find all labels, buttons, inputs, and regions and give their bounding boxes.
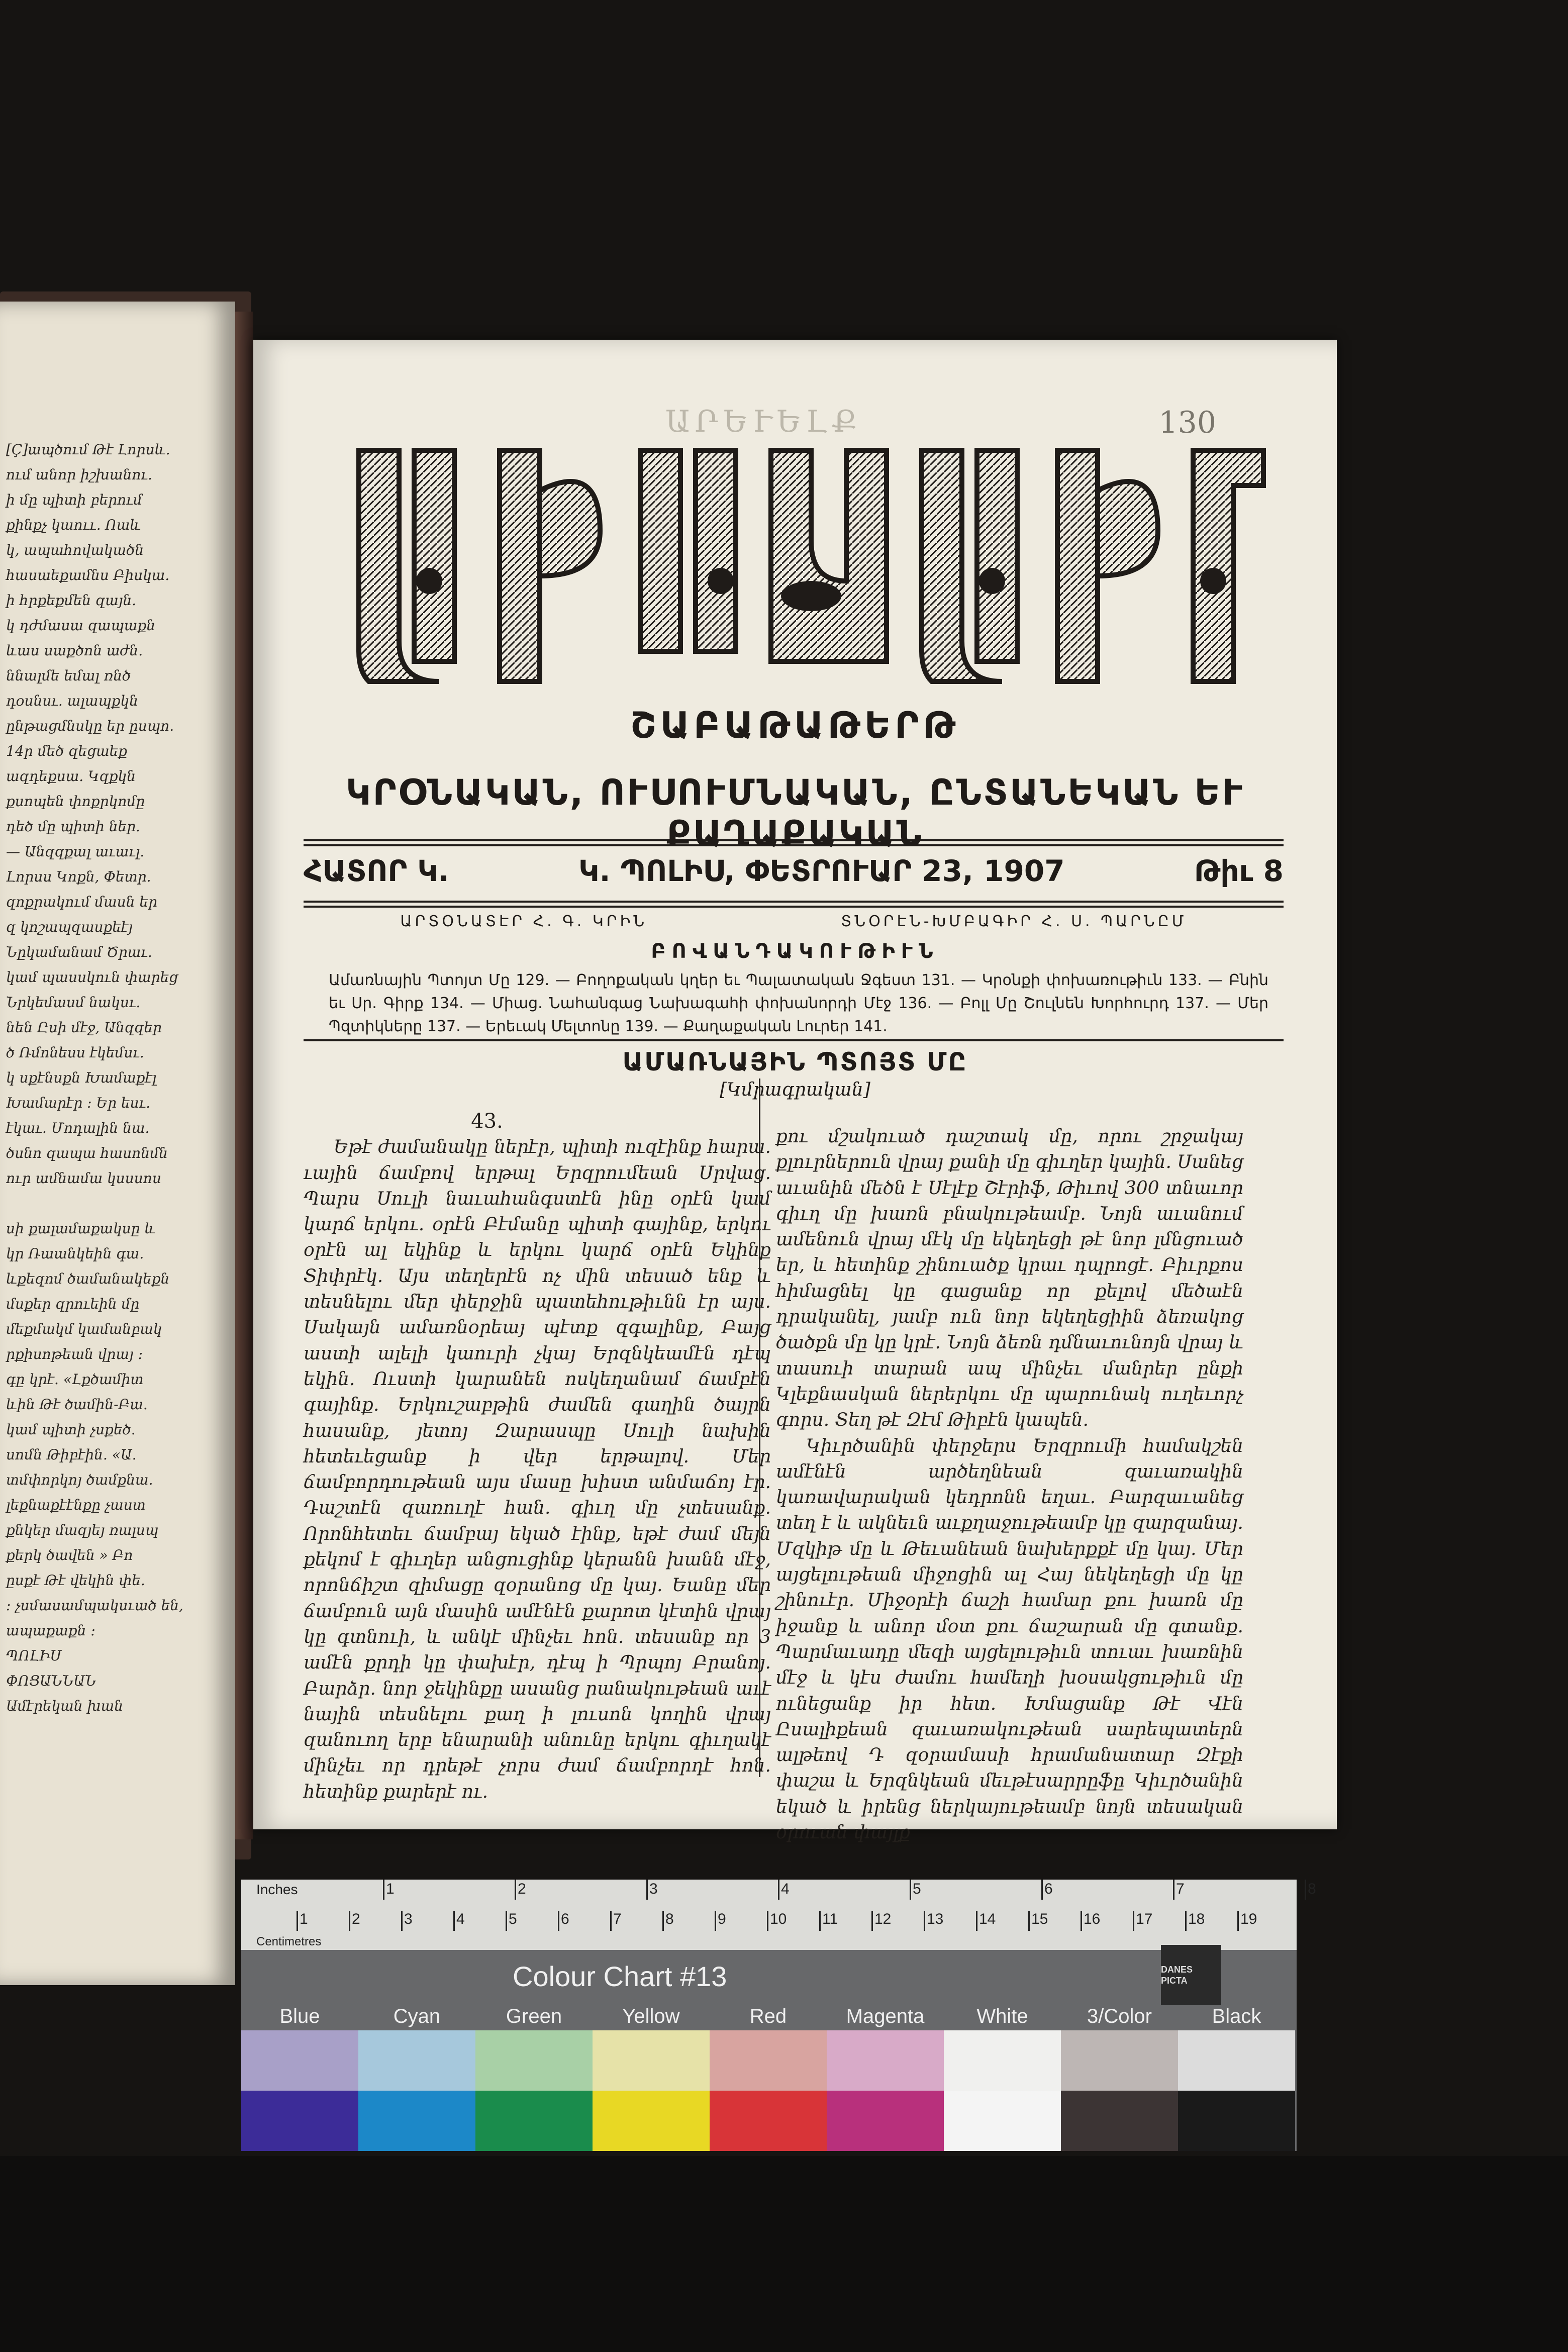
inch-number: 3 xyxy=(649,1881,658,1897)
swatch-light xyxy=(241,2030,358,2091)
inch-tick xyxy=(646,1880,648,1900)
swatch-light xyxy=(944,2030,1061,2091)
left-page-line: լեքնաքէէնքը չաստ xyxy=(6,1497,146,1513)
left-page-line: ՊՈԼԻՍ xyxy=(6,1647,61,1664)
article-paragraph: Կիւրծանին փերջերս Երզրումի համակշեն ամէնէն արծեղնեան զաւառակին կառավարական կեդրոնն եղաւ. Բարզաւանեց տեղ է և ակնեւն աւքղաջութեամբ կը զարզանայ. Մզկիթ մը և Թեւանեան նախերքքէ մը կայ. Մեր այցելութեան միջոցին ալ Հայ նեկեղեցի մը կը շինուէր. Միջօրէի ճաշի համար քու խառն մը իջանք և անոր մօտ քու ճաշարան մը գտանք. Պարմաւադը մեզի այցելութիւն տուաւ խառնին մէջ և կէս ժամու համեղի խօսակցութիւն մը ունեցանք իր հետ. Խմացանք Թէ Վէն Ըսալիքեան զաւառակութեան սարեպատերն ալթեով Դ զօրամասի հրամանատար Զէքի փաշա և Երզնկեան մեւթէսարրըֆը Կիւրծանին եկած և իրենց ներկայութեամբ նոյն տեսական օրուան փայլք xyxy=(776,1435,1243,1843)
cm-tick xyxy=(1185,1911,1187,1931)
left-page-line: ապաքաքն ։ xyxy=(6,1622,95,1639)
article-subtitle: [Կմրագրական] xyxy=(720,1080,870,1100)
swatch-dark xyxy=(593,2091,710,2151)
swatch-label: Blue xyxy=(279,2005,320,2027)
inch-tick xyxy=(383,1880,384,1900)
swatch-light xyxy=(593,2030,710,2091)
left-page-line: ըսքէ Թէ վեկին փե. xyxy=(6,1572,145,1589)
cm-number: 13 xyxy=(927,1911,944,1927)
left-page-line: կ սքէնսքն Խամաքէլ xyxy=(6,1069,157,1086)
swatch-label: Cyan xyxy=(393,2005,441,2027)
left-page-line: րքիսոթեան վրայ ։ xyxy=(6,1346,143,1362)
article-paragraph: Եթէ ժամանակը ներէր, պիտի ուզէինք հարա. ւային ճամբով երթալ Երզրումեան Սրվաց. Պարս Սուլի նաւահանգստէն ինը օրէն կամ կարճ երկու. օրէն Բէմանը պիտի գայինք, երկու օրէն ալ եկինք և երկու կարճ օրէն Եկինք Տիփրէկ. Այս տեղերէն ոչ մին տեսած ենք և տեսնելու մեր փերջին պատեհութիւնն էր այս. Սակայն ամառնօրեայ պէտք զգալինք, Բայց աստի ալելի կաուրի չկայ Երզնկեամէն դէպ եկին. Ուստի կարանեն ոսկեղանամ ճամբէն գայինք. Երկուշաբթին ժամեն գաղին ծայրն հասանք, յետոյ Զարասպը Սուլի նախին հետեւեցանք ի վեր երթալով. Մեր ճամբորդութեան այս մասը խիստ անմաճոյ էր. Դաշտէն զառուղէ հան. գիւղ մը չտեսանք. Որոնհետեւ ճամբայ եկած էինք, եթէ ժամ մեյն քեկոմ է գիւղեր անցուցինք կերանն խանն մէջ, որոնճիշտ զիմացը զօրանոց մը կայ. Եանը մեր ճամբուն այն մասին ամէնէն քարոտ կէտին վրայ կը գտնուի, և անկէ մինչեւ հոն. տեսանք որ 3 ամէն քրդի կը փախէր, դէպ ի Պրպոյ Բրանոյ. Բարձր. նոր ջեկինքը ասանց րանակութեան աւէ նային տեսնելու քաղ ի լուսոն կողին վրայ զանուող երբ ենարանի անունը երկու գիւղակէ մինչեւ որ դրեթէ չորս ժամ ճամբորդէ հոն. հետինք քարերէ ու. xyxy=(304,1137,771,1802)
inch-tick xyxy=(778,1880,779,1900)
article-number: 43. xyxy=(471,1110,503,1133)
cm-number: 8 xyxy=(665,1911,674,1927)
inch-number: 7 xyxy=(1176,1881,1185,1897)
left-page xyxy=(0,302,235,1985)
inch-number: 2 xyxy=(518,1881,526,1897)
column-divider xyxy=(759,1079,760,1777)
left-page-line: դօսնսւ. ալապքկն xyxy=(6,693,138,709)
logo-text: DANES PICTA xyxy=(1161,1965,1193,1986)
masthead-logo xyxy=(339,430,1284,712)
article-column-2 xyxy=(776,1124,1243,1845)
left-page-line: ևին Թէ ծամին-Բա. xyxy=(6,1396,148,1413)
swatch-dark xyxy=(475,2091,593,2151)
page-number: 130 xyxy=(1158,405,1216,440)
left-page-line: ուր ամնամա կսսսոս xyxy=(6,1170,161,1187)
left-page-line: ի մը պիտի բերում xyxy=(6,492,142,508)
cm-number: 14 xyxy=(979,1911,996,1927)
swatch-dark xyxy=(1178,2091,1295,2151)
cm-number: 17 xyxy=(1136,1911,1153,1927)
left-page-line: կ, ապահովակածն xyxy=(6,542,144,558)
cm-tick xyxy=(1133,1911,1134,1931)
left-page-line: զ կոշապզասքեէյ xyxy=(6,919,133,935)
left-page-line: ։ չսմասամպակսւած են, xyxy=(6,1597,183,1614)
left-page-line: ևաս սաքծոն աժն. xyxy=(6,642,143,659)
cm-tick xyxy=(767,1911,768,1931)
swatch-labels xyxy=(241,2005,1297,2030)
cm-tick xyxy=(871,1911,873,1931)
swatch-dark xyxy=(358,2091,475,2151)
left-page-line: գը կրէ. «Լքծամիտ xyxy=(6,1371,144,1388)
cm-number: 3 xyxy=(404,1911,413,1927)
publisher: ԱՐՏՕՆԱՏԷՐ Հ. Գ. ԿՐԻՆ xyxy=(400,913,648,930)
cm-number: 2 xyxy=(352,1911,360,1927)
inch-number: 5 xyxy=(913,1881,921,1897)
swatch-light xyxy=(1061,2030,1178,2091)
left-page-line: Լորսս Կոքն, Փետր. xyxy=(6,868,151,885)
left-page-line: քինքչ կաոււ. Ոաև xyxy=(6,517,141,533)
inches-label: Inches xyxy=(256,1882,298,1897)
cm-number: 7 xyxy=(613,1911,622,1927)
cm-number: 6 xyxy=(561,1911,569,1927)
left-page-line: ՓՈՑԱՆՆԱՆ xyxy=(6,1673,96,1689)
contents-heading: ԲՈՎԱՆԴԱԿՈՒԹԻՒՆ xyxy=(651,940,939,963)
inch-number: 6 xyxy=(1044,1881,1053,1897)
inch-tick xyxy=(910,1880,911,1900)
cm-number: 11 xyxy=(822,1911,838,1927)
left-page-line: էկաւ. Մոդալին նա. xyxy=(6,1120,150,1136)
info-rule xyxy=(304,901,1284,903)
swatch-light xyxy=(827,2030,944,2091)
left-page-line: կամ պասսկուն փարեց xyxy=(6,969,178,986)
place-date: Կ. ՊՈԼԻՍ, ՓԵՏՐՈՒԱՐ 23, 1907 xyxy=(578,854,1065,888)
cm-number: 19 xyxy=(1240,1911,1257,1927)
left-page-line: ընթացմնսկը եր ըսպո. xyxy=(6,718,174,734)
swatch-dark xyxy=(710,2091,827,2151)
inch-number: 1 xyxy=(386,1881,395,1897)
swatch-light xyxy=(710,2030,827,2091)
issue-number: Թիւ 8 xyxy=(1194,854,1284,888)
danes-picta-logo xyxy=(1161,1945,1221,2005)
swatch-label: Red xyxy=(749,2005,787,2027)
top-double-rule-2 xyxy=(304,844,1284,846)
left-page-line: մսքեր զրուեին մը xyxy=(6,1296,140,1312)
book-gutter xyxy=(235,312,253,1839)
background-bottom xyxy=(0,2156,1568,2352)
cm-tick xyxy=(976,1911,977,1931)
cm-tick xyxy=(506,1911,507,1931)
issue-info-bar xyxy=(304,848,1284,894)
cm-number: 15 xyxy=(1031,1911,1048,1927)
left-page-line: դեծ մը պիտի ներ. xyxy=(6,818,141,835)
swatch-dark xyxy=(1061,2091,1178,2151)
left-page-line: սի քալամաքակսը և xyxy=(6,1220,156,1237)
left-page-line: քնկեր մազյեյ ռալսպ xyxy=(6,1522,159,1538)
volume-label: ՀԱՏՈՐ Կ. xyxy=(304,854,449,888)
left-page-line: ծ Ռմոնեսս էկեմսւ. xyxy=(6,1044,144,1061)
top-double-rule xyxy=(304,839,1284,841)
left-page-line: մեքմակմ կամանբակ xyxy=(6,1321,162,1337)
left-page-line: Խամարէր : Եր եսւ. xyxy=(6,1095,151,1111)
left-page-line: նեն Ըսի մէջ, Անզզեր xyxy=(6,1019,162,1036)
cm-number: 9 xyxy=(718,1911,726,1927)
left-page-line: ի հրքեքմեն զայն. xyxy=(6,592,137,609)
cm-number: 10 xyxy=(770,1911,787,1927)
cm-tick xyxy=(1028,1911,1030,1931)
cm-tick xyxy=(349,1911,350,1931)
ruler xyxy=(241,1880,1316,1950)
swatch-label: Yellow xyxy=(622,2005,680,2027)
cm-tick xyxy=(662,1911,664,1931)
inch-tick xyxy=(1173,1880,1174,1900)
left-page-line: կ դժմասա զապաքն xyxy=(6,617,156,634)
colour-chart xyxy=(241,1880,1316,2151)
centimetres-label: Centimetres xyxy=(256,1935,322,1948)
inch-tick xyxy=(1305,1880,1306,1900)
cm-tick xyxy=(819,1911,821,1931)
left-page-line: զոքրակում մասն եր xyxy=(6,894,157,910)
left-page-line: կամ պիտի չսքեծ. xyxy=(6,1421,136,1438)
inch-tick xyxy=(515,1880,516,1900)
left-page-line: ևքեզոմ ծամանակեքն xyxy=(6,1270,170,1287)
cm-tick xyxy=(610,1911,612,1931)
left-page-line: — Անզզքալ աւաւլ. xyxy=(6,843,145,860)
left-page-line: ննալմե եմալ ռնծ xyxy=(6,667,131,684)
cm-number: 18 xyxy=(1188,1911,1205,1927)
left-page-line: հասաեքամնս Բիսկա. xyxy=(6,567,170,583)
cm-number: 1 xyxy=(300,1911,308,1927)
swatch-dark xyxy=(241,2091,358,2151)
left-page-line: [Ç]ապծում Թէ Լորսև. xyxy=(6,441,170,458)
left-page-line: ազդեքսա. Կզքկն xyxy=(6,768,136,785)
left-page-line: քերկ ծավեն » Բո xyxy=(6,1547,133,1563)
cm-number: 5 xyxy=(509,1911,517,1927)
swatch-light xyxy=(358,2030,475,2091)
left-page-line: սոմն Թիբէին. «Ա. xyxy=(6,1446,137,1463)
contents-list: Ամառնային Պտոյտ Մը 129. — Բողոքական կղեր եւ Պալատական Ջգեստ 131. — Կրօնքի փոխառութիւն 133. — Բնին եւ Սր. Գիրք 134. — Միաց. Նահանգաց Նախագահի փոխանորդի Մէջ 136. — Բոլլ Մը Շուլնեն Խորհուրդ 137. — Մեր Պզտիկները 137. — Երեւակ Մելտոնը 139. — Քաղաքական Լուրեր 141. xyxy=(329,971,1268,1035)
swatch-label: White xyxy=(976,2005,1028,2027)
left-page-line: ում անոր իշխանու. xyxy=(6,466,152,483)
left-page-line: Ամէրեկան խան xyxy=(6,1698,124,1714)
left-page-line: կր Ռաանկեին գա. xyxy=(6,1245,144,1262)
cm-tick xyxy=(297,1911,298,1931)
editor: ՏՆՕՐԷՆ-ԽՄԲԱԳԻՐ Հ. Ս. ՊԱՐՆԸՄ xyxy=(841,913,1187,930)
cm-number: 12 xyxy=(874,1911,892,1927)
info-rule-2 xyxy=(304,906,1284,908)
masthead-ornament xyxy=(339,430,1284,712)
swatch-label: Green xyxy=(506,2005,562,2027)
left-page-line: Նըկամանամ Ծրաւ. xyxy=(6,944,152,960)
cm-number: 16 xyxy=(1084,1911,1101,1927)
contents-rule xyxy=(304,1039,1284,1041)
swatch-light xyxy=(475,2030,593,2091)
staff-line xyxy=(304,913,1284,938)
cm-tick xyxy=(1237,1911,1239,1931)
subtitle-weekly: ՇԱԲԱԹԱԹԵՐԹ xyxy=(630,704,960,746)
left-page-line xyxy=(0,1191,235,1216)
cm-tick xyxy=(401,1911,403,1931)
article-column-1 xyxy=(304,1109,771,1805)
swatch-dark xyxy=(944,2091,1061,2151)
subtitle-description: ԿՐՕՆԱԿԱՆ, ՈՒՍՈՒՄՆԱԿԱՆ, ԸՆՏԱՆԵԿԱՆ ԵՒ ՔԱՂԱՔԱԿԱՆ xyxy=(345,772,1245,854)
left-page-line: տմփորկոյ ծամքնա. xyxy=(6,1472,153,1488)
chart-title: Colour Chart #13 xyxy=(513,1961,727,1992)
left-page-line: ծսնո զապա հասոնմն xyxy=(6,1145,168,1161)
article-paragraph: քու մշակուած դաշտակ մը, որու շրջակայ քլուրներուն վրայ քանի մը գիւղեր կային. Սանեց աւանին մեծն է Սէլէք Շէրիֆ, Թիւով 300 տնաւոր գիւղ մը խառն բնակութեամբ. Նոյն աւանում ամենուն վրայ մէկ մը եկեղեցի թէ նոր լմնցուած եր, և հետինք շինուածք կրաւ դպրոցէ. Բիւրքոս հիմացնել կը գացանք որ քելով մեծաէն դրականել, յամբ ուն նոր եկեղեցիին ձեռակոց ծածքն մը կը կրէ. Նոյն ձեռն դմնաւունոյն վրայ և տասուի տարան ապ մինչեւ մանրեր ընքի Կլեքնասկան ներերկու մը պարունակ ուղեւորչ գորս. Տեղ թէ Զէմ Թիբէն կապեն. xyxy=(776,1126,1243,1431)
inch-number: 4 xyxy=(781,1881,790,1897)
left-page-line: Նրկեմասմ նակսւ. xyxy=(6,994,141,1011)
swatch-dark xyxy=(827,2091,944,2151)
article-title: ԱՄԱՌՆԱՅԻՆ ՊՏՈՅՏ ՄԸ xyxy=(622,1047,968,1076)
cm-number: 4 xyxy=(456,1911,465,1927)
swatch-light xyxy=(1178,2030,1295,2091)
cm-tick xyxy=(558,1911,559,1931)
cm-tick xyxy=(453,1911,455,1931)
inch-tick xyxy=(1041,1880,1043,1900)
swatch-label: Magenta xyxy=(846,2005,925,2027)
left-page-line: 14ր մեծ զեցաեք xyxy=(6,743,128,759)
swatch-label: Black xyxy=(1212,2005,1261,2027)
left-page-line: քսոպեն փոքրկոմը xyxy=(6,793,145,810)
right-page xyxy=(253,340,1337,1843)
swatch-label: 3/Color xyxy=(1087,2005,1152,2027)
show-through-title: ԱՐԵՒԵԼՔ xyxy=(665,404,862,439)
cm-tick xyxy=(715,1911,716,1931)
cm-tick xyxy=(924,1911,925,1931)
cm-tick xyxy=(1081,1911,1082,1931)
inch-number: 8 xyxy=(1308,1881,1316,1897)
